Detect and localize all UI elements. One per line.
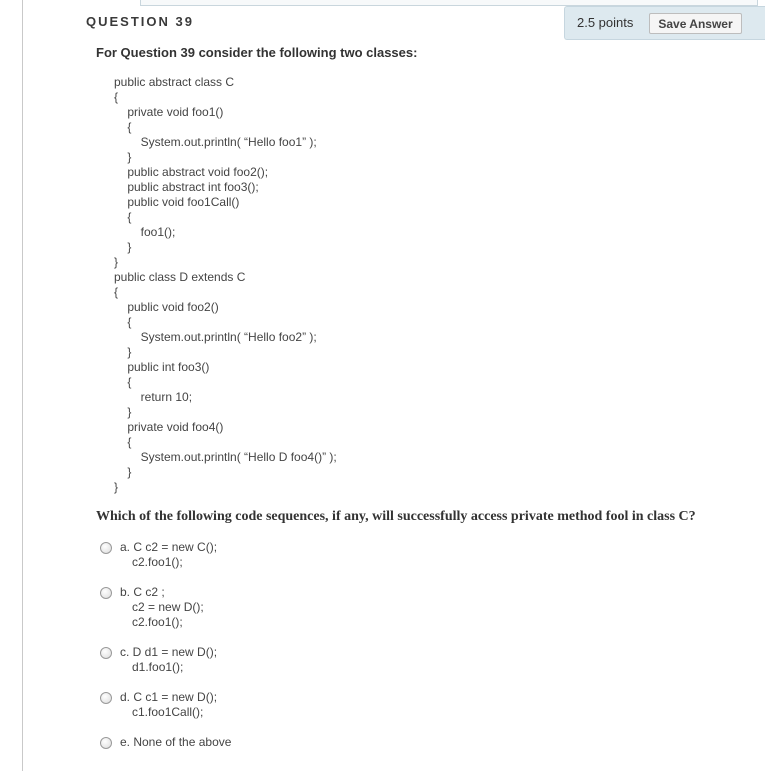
code-line: System.out.println( “Hello D foo4()” ); xyxy=(114,450,337,464)
code-line: } xyxy=(114,480,119,494)
question-title: QUESTION 39 xyxy=(86,14,194,29)
code-line: foo1(); xyxy=(114,225,176,239)
option-text: c2.foo1(); xyxy=(132,615,183,629)
code-line: public int foo3() xyxy=(114,360,210,374)
code-line: { xyxy=(114,315,132,329)
radio-button[interactable] xyxy=(100,542,112,554)
code-line: } xyxy=(114,345,132,359)
radio-button[interactable] xyxy=(100,587,112,599)
option-text: c1.foo1Call(); xyxy=(132,705,204,719)
question-intro: For Question 39 consider the following two classes: xyxy=(96,45,418,60)
code-line: { xyxy=(114,210,132,224)
option-text: c. D d1 = new D(); xyxy=(120,645,218,659)
code-block xyxy=(114,75,337,495)
page-left-border xyxy=(22,0,23,771)
code-line: public abstract int foo3(); xyxy=(114,180,259,194)
code-line: return 10; xyxy=(114,390,193,404)
option-text: c2 = new D(); xyxy=(132,600,204,614)
code-line: } xyxy=(114,255,119,269)
code-line: public void foo2() xyxy=(114,300,219,314)
code-line: public abstract void foo2(); xyxy=(114,165,269,179)
code-line: { xyxy=(114,375,132,389)
option-text: a. C c2 = new C(); xyxy=(120,540,218,554)
code-line: private void foo1() xyxy=(114,105,224,119)
code-line: private void foo4() xyxy=(114,420,224,434)
option-text: d1.foo1(); xyxy=(132,660,184,674)
code-line: public class D extends C xyxy=(114,270,246,284)
code-line: } xyxy=(114,240,132,254)
option-text: b. C c2 ; xyxy=(120,585,165,599)
question-prompt: Which of the following code sequences, if any, will successfully access private method fool in class C? xyxy=(96,509,696,524)
radio-button[interactable] xyxy=(100,737,112,749)
option-text: d. C c1 = new D(); xyxy=(120,690,218,704)
option-text: c2.foo1(); xyxy=(132,555,183,569)
save-answer-button[interactable]: Save Answer xyxy=(649,13,742,34)
code-line: { xyxy=(114,435,132,449)
radio-button[interactable] xyxy=(100,647,112,659)
code-line: public void foo1Call() xyxy=(114,195,240,209)
points-label: 2.5 points xyxy=(577,15,634,30)
code-line: } xyxy=(114,465,132,479)
radio-button[interactable] xyxy=(100,692,112,704)
code-line: System.out.println( “Hello foo1” ); xyxy=(114,135,317,149)
code-line: public abstract class C xyxy=(114,75,235,89)
points-panel xyxy=(564,6,765,40)
code-line: } xyxy=(114,150,132,164)
code-line: { xyxy=(114,90,119,104)
code-line: } xyxy=(114,405,132,419)
option-text: e. None of the above xyxy=(120,735,232,749)
code-line: { xyxy=(114,285,119,299)
code-line: { xyxy=(114,120,132,134)
code-line: System.out.println( “Hello foo2” ); xyxy=(114,330,317,344)
